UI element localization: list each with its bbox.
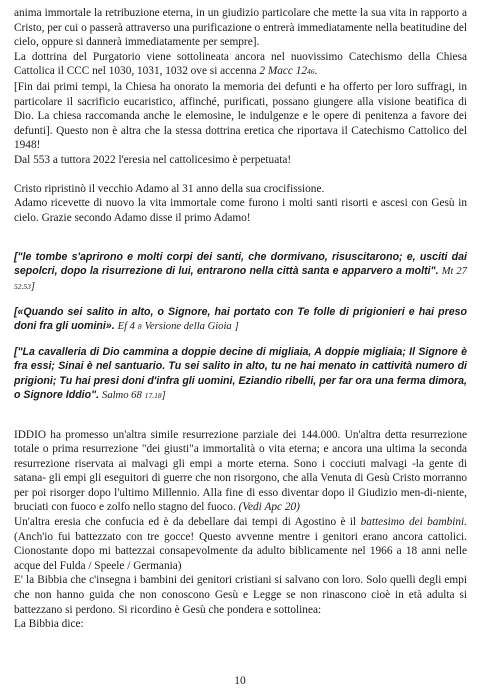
bible-reference: Mt 27 bbox=[441, 266, 467, 278]
spacer bbox=[14, 168, 467, 182]
paragraph-text: Adamo ricevette di nuovo la vita immortale come furono i molti santi risorti e ascesi con Gesù in cielo. Grazie secondo Adamo disse il primo Adamo! bbox=[14, 197, 467, 224]
bible-reference: Ef 4 bbox=[117, 321, 135, 333]
bible-reference: (Vedi Apc 20) bbox=[238, 501, 300, 514]
paragraph-adam-life bbox=[14, 196, 467, 225]
quote-text: ["La cavalleria di Dio cammina a doppie decine di migliaia, A doppie migliaia; Il Signore è fra essi; Sinai è nel santuario. Tu sei salito in alto, tu ne hai menato in cattività numero di prigioni; Tu hai presi doni d'infra gli uomini, Eziandio ribelli, per far ora una ferma dimora, o Signore Iddio". bbox=[14, 346, 467, 401]
verse-number: 8 bbox=[137, 322, 142, 332]
bible-quote-psalm bbox=[14, 345, 467, 403]
paragraph-purification bbox=[14, 6, 467, 50]
spacer bbox=[14, 414, 467, 428]
page-number: 10 bbox=[234, 675, 246, 687]
paragraph-text: La Bibbia dice: bbox=[14, 618, 84, 631]
paragraph-catechism-quote bbox=[14, 80, 467, 153]
paragraph-text: Un'altra eresia che confucia ed è da debellare dai tempi di Agostino è il bbox=[14, 516, 361, 529]
paragraph-text: anima immortale la retribuzione eterna, in un giudizio particolare che mette la sua vita in rapporto a Cristo, per cui o passerà attraverso una purificazione o entrerà immediatamente nella beatitudine del cielo, oppure si dannerà immediatamente per sempre]. bbox=[14, 7, 467, 49]
verse-number: 46 bbox=[307, 67, 315, 77]
paragraph-resurrection bbox=[14, 428, 467, 516]
verse-number: 17.18 bbox=[144, 390, 162, 400]
paragraph-text: (Anch'io fui battezzato con tre gocce! Questo avvenne mentre i genitori erano ancora cattolici. Cionostante dopo mi battezzai consapevolmente da adulto biblicamente nel 1966 a 18 anni nelle acque del Fulda / Speele / Germania) bbox=[14, 530, 467, 572]
paragraph-text: E' la Bibbia che c'insegna i bambini dei genitori cristiani si salvano con loro. Solo quelli degli empi che non hanno guida che non conoscono Gesù e Legge se non rinascono cioè in età adulta si battezzano si perdono. Si ricordino è Gesù che pondera e sottolinea: bbox=[14, 574, 467, 616]
paragraph-bible-teaches bbox=[14, 573, 467, 617]
emphasis-text: battesimo dei bambini. bbox=[360, 516, 468, 529]
bracket: ] bbox=[234, 321, 239, 333]
quote-text: [«Quando sei salito in alto, o Signore, hai portato con Te folle di prigionieri e hai preso doni fra gli uomini». bbox=[14, 306, 467, 333]
bracket: ] bbox=[161, 389, 166, 401]
bible-reference: 2 Macc 12 bbox=[259, 65, 308, 78]
paragraph-heresy bbox=[14, 153, 467, 168]
paragraph-bible-says bbox=[14, 617, 467, 632]
spacer bbox=[14, 225, 467, 239]
quote-text: ["le tombe s'aprirono e molti corpi dei santi, che dormivano, risuscitarono; e, usciti dai sepolcri, dopo la risurrezione di lui, entrarono nella città santa e apparvero a molti". bbox=[14, 250, 467, 278]
bible-quote-matthew bbox=[14, 250, 467, 295]
verse-number: 52.53 bbox=[14, 282, 31, 292]
bible-reference: Salmo 68 bbox=[102, 389, 142, 401]
paragraph-catechism bbox=[14, 50, 467, 80]
paragraph-baptism bbox=[14, 515, 467, 573]
paragraph-text: . bbox=[314, 65, 318, 78]
bible-version: Versione della Gioia bbox=[144, 321, 232, 333]
paragraph-text: IDDIO ha promesso un'altra simile resurrezione parziale dei 144.000. Un'altra detta resurrezione totale o prima resurrezione "dei giusti"a immortalità o vita eterna; e ancora una ultima la seconda resurrezione riservata ai malvagi gli empi a morte eterna. Sono i cocciuti malvagi -la gente di satana- gli empi gli eseguitori di guerre che non risorgono, che alla Venuta di Gesù Cristo morranno per poi risorger dopo l'ultimo Millennio. Alla fine di esso diventar dopo il Giudizio men-di-niente, bruciati con fuoco e zolfo nello stagno del fuoco. bbox=[14, 428, 467, 514]
paragraph-text: La dottrina del Purgatorio viene sottolineata ancora nel nuovissimo Catechismo della Chiesa Cattolica il CCC nel 1030, 1031, 1032 ove si accenna bbox=[14, 50, 467, 78]
paragraph-adam bbox=[14, 182, 467, 197]
bible-quote-ephesians bbox=[14, 305, 467, 334]
bracket: ] bbox=[30, 281, 35, 293]
paragraph-text: [Fin dai primi tempi, la Chiesa ha onorato la memoria dei defunti e ha offerto per loro suffragi, in particolare il sacrificio eucaristico, affinché, purificati, possano giungere alla visione beatifica di Dio. La chiesa raccomanda anche le elemosine, le indulgenze e le opere di penitenza a favore dei defunti]. Questo non è altra che la stessa dottrina eretica che riportava il Catechismo Cattolico del 1948! bbox=[14, 80, 467, 152]
paragraph-text: Dal 553 a tuttora 2022 l'eresia nel cattolicesimo è perpetuata! bbox=[14, 153, 292, 166]
paragraph-text: Cristo ripristinò il vecchio Adamo al 31 anno della sua crocifissione. bbox=[14, 182, 325, 195]
